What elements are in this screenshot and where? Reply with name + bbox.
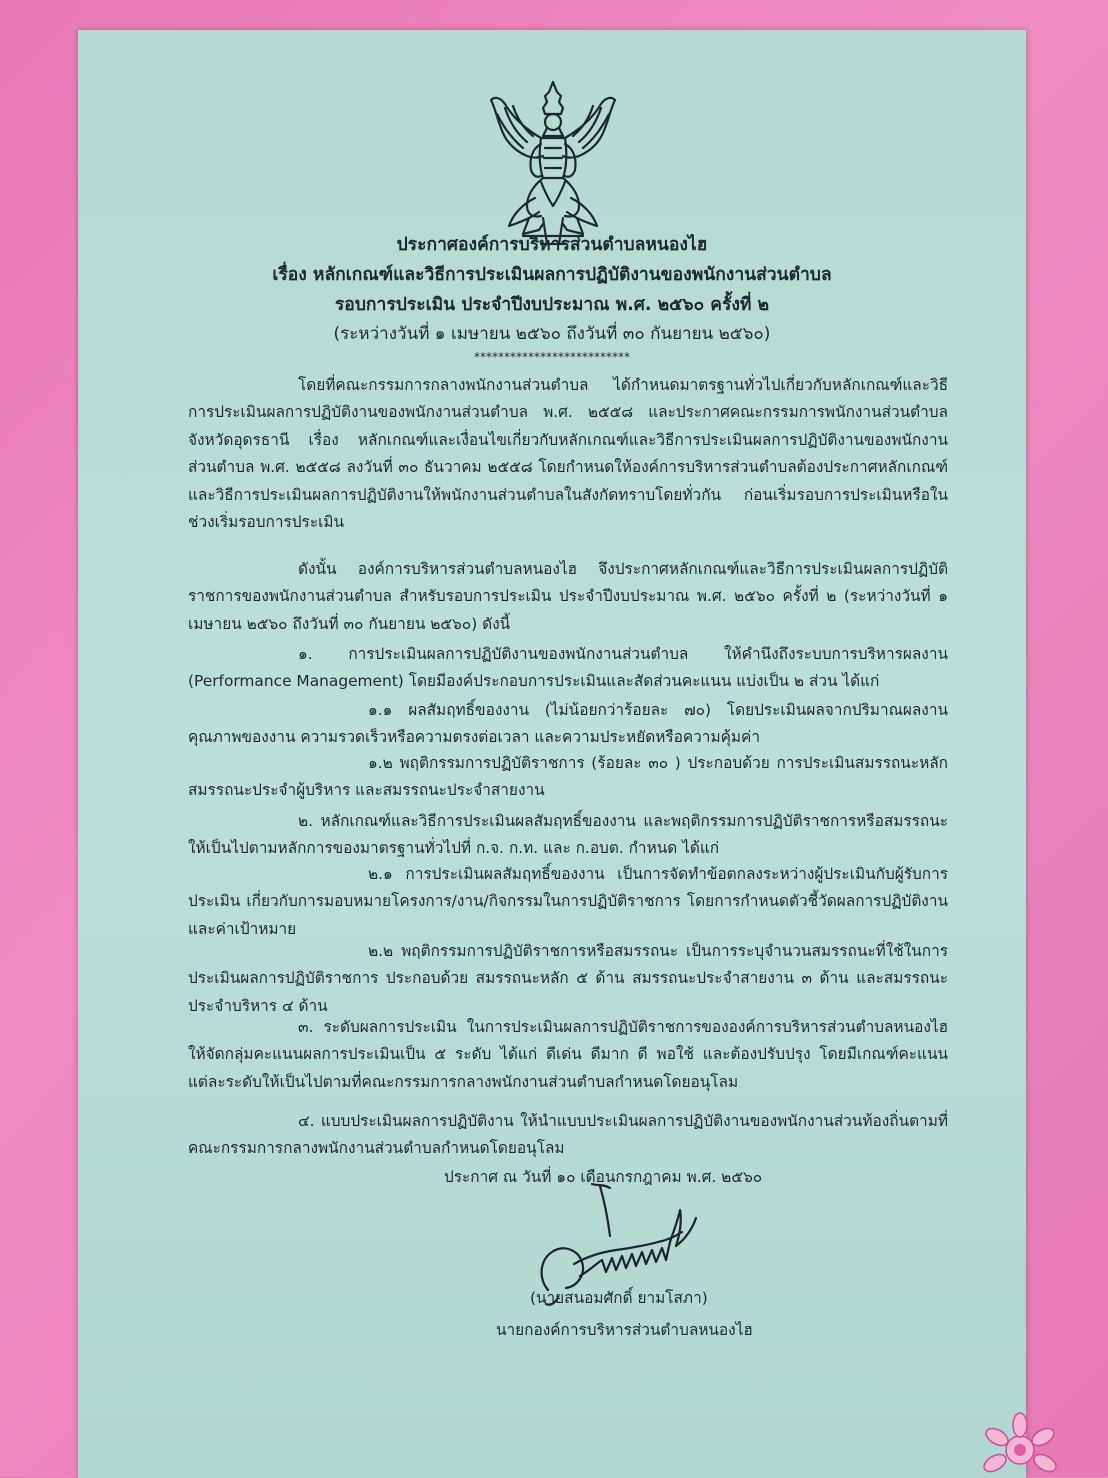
paragraph-item-2-2: ๒.๒ พฤติกรรมการปฏิบัติราชการหรือสมรรถนะ เป็นการระบุจำนวนสมรรถนะที่ใช้ในการประเมินผลการปฏิบัติราชการ ประกอบด้วย สมรรถนะหลัก ๕ ด้าน สมรรถนะประจำสายงาน ๓ ด้าน และสมรรถนะประจำบริหาร ๔ ด้าน bbox=[188, 942, 948, 1015]
paragraph-item-2-1: ๒.๑ การประเมินผลสัมฤทธิ์ของงาน เป็นการจัดทำข้อตกลงระหว่างผู้ประเมินกับผู้รับการประเมิน เกี่ยวกับการมอบหมายโครงการ/งาน/กิจกรรมในการปฏิบัติราชการ โดยการกำหนดตัวชี้วัดผลการปฏิบัติงานและค่าเป้าหมาย bbox=[188, 865, 948, 938]
flower-decoration-icon bbox=[975, 1405, 1065, 1477]
paragraph-item-1: ๑. การประเมินผลการปฏิบัติงานของพนักงานส่วนตำบล ให้คำนึงถึงระบบการบริหารผลงาน (Performance Management) โดยมีองค์ประกอบการประเมินและสัดส่วนคะแนน แบ่งเป็น ๒ ส่วน ได้แก่ bbox=[188, 645, 948, 691]
garuda-emblem-icon bbox=[483, 78, 623, 248]
announcement-title: ประกาศองค์การบริหารส่วนตำบลหนองไฮ bbox=[396, 235, 708, 255]
paragraph-item-1-2: ๑.๒ พฤติกรรมการปฏิบัติราชการ (ร้อยละ ๓๐ ) ประกอบด้วย การประเมินสมรรถนะหลัก สมรรถนะประจำผู้บริหาร และสมรรถนะประจำสายงาน bbox=[188, 754, 948, 800]
paragraph-item-1-1: ๑.๑ ผลสัมฤทธิ์ของงาน (ไม่น้อยกว่าร้อยละ ๗๐) โดยประเมินผลจากปริมาณผลงาน คุณภาพของงาน ความรวดเร็วหรือความตรงต่อเวลา และความประหยัดหรือความคุ้มค่า bbox=[188, 701, 948, 747]
announcement-period: (ระหว่างวันที่ ๑ เมษายน ๒๕๖๐ ถึงวันที่ ๓๐ กันยายน ๒๕๖๐) bbox=[333, 324, 771, 344]
announcement-paper bbox=[78, 30, 1026, 1478]
announcement-date: ประกาศ ณ วันที่ ๑๐ เดือนกรกฎาคม พ.ศ. ๒๕๖๐ bbox=[444, 1168, 763, 1186]
paragraph-item-4: ๔. แบบประเมินผลการปฏิบัติงาน ให้นำแบบประเมินผลการปฏิบัติงานของพนักงานส่วนท้องถิ่นตามที่คณะกรรมการกลางพนักงานส่วนตำบลกำหนดโดยอนุโลม bbox=[188, 1112, 948, 1158]
header-divider: ************************** bbox=[474, 350, 630, 364]
signatory-name: (นายสนอมศักดิ์ ยามโสภา) bbox=[530, 1289, 708, 1307]
announcement-subject: เรื่อง หลักเกณฑ์และวิธีการประเมินผลการปฏิบัติงานของพนักงานส่วนตำบล bbox=[272, 265, 832, 285]
paragraph-item-2: ๒. หลักเกณฑ์และวิธีการประเมินผลสัมฤทธิ์ของงาน และพฤติกรรมการปฏิบัติราชการหรือสมรรถนะ ให้เป็นไปตามหลักการของมาตรฐานทั่วไปที่ ก.จ. ก.ท. และ ก.อบต. กำหนด ได้แก่ bbox=[188, 812, 948, 858]
paragraph-item-3: ๓. ระดับผลการประเมิน ในการประเมินผลการปฏิบัติราชการขององค์การบริหารส่วนตำบลหนองไฮให้จัดกลุ่มคะแนนผลการประเมินเป็น ๕ ระดับ ได้แก่ ดีเด่น ดีมาก ดี พอใช้ และต้องปรับปรุง โดยมีเกณฑ์คะแนนแต่ละระดับให้เป็นไปตามที่คณะกรรมการกลางพนักงานส่วนตำบลกำหนดโดยอนุโลม bbox=[188, 1018, 948, 1091]
signatory-position: นายกองค์การบริหารส่วนตำบลหนองไฮ bbox=[496, 1321, 753, 1339]
paragraph-therefore: ดังนั้น องค์การบริหารส่วนตำบลหนองไฮ จึงประกาศหลักเกณฑ์และวิธีการประเมินผลการปฏิบัติราชการของพนักงานส่วนตำบล สำหรับรอบการประเมิน ประจำปีงบประมาณ พ.ศ. ๒๕๖๐ ครั้งที่ ๒ (ระหว่างวันที่ ๑ เมษายน ๒๕๖๐ ถึงวันที่ ๓๐ กันยายน ๒๕๖๐) ดังนี้ bbox=[188, 560, 948, 633]
announcement-round: รอบการประเมิน ประจำปีงบประมาณ พ.ศ. ๒๕๖๐ ครั้งที่ ๒ bbox=[334, 295, 770, 315]
paragraph-intro: โดยที่คณะกรรมการกลางพนักงานส่วนตำบล ได้กำหนดมาตรฐานทั่วไปเกี่ยวกับหลักเกณฑ์และวิธีการประเมินผลการปฏิบัติงานของพนักงานส่วนตำบล พ.ศ. ๒๕๕๘ และประกาศคณะกรรมการพนักงานส่วนตำบลจังหวัดอุดรธานี เรื่อง หลักเกณฑ์และเงื่อนไขเกี่ยวกับหลักเกณฑ์และวิธีการประเมินผลการปฏิบัติงานของพนักงานส่วนตำบล พ.ศ. ๒๕๕๘ ลงวันที่ ๓๐ ธันวาคม ๒๕๕๘ โดยกำหนดให้องค์การบริหารส่วนตำบลต้องประกาศหลักเกณฑ์และวิธีการประเมินผลการปฏิบัติงานให้พนักงานส่วนตำบลในสังกัดทราบโดยทั่วกัน ก่อนเริ่มรอบการประเมินหรือในช่วงเริ่มรอบการประเมิน bbox=[188, 376, 948, 532]
